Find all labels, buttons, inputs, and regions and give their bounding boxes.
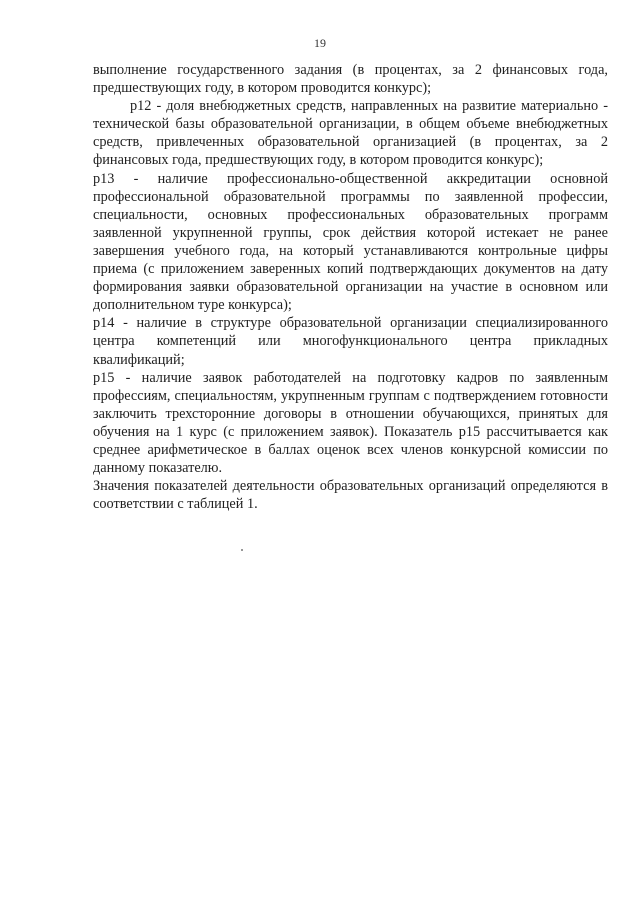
page-number: 19 xyxy=(314,36,326,50)
paragraph-p13: р13 - наличие профессионально-общественной аккредитации основной профессиональной образовательной программы по заявленной профессии, специальности, основных профессиональных образовательных программ заявленной укрупненной группы, срок действия которой истекает не ранее завершения учебного года, на который устанавливаются контрольные цифры приема (с приложением заверенных копий подтверждающих документов на дату формирования заявки образовательной организации на участие в основном или дополнительном туре конкурса); xyxy=(93,170,608,314)
body-text xyxy=(93,61,608,513)
scan-speck xyxy=(241,549,243,551)
paragraph-p14: р14 - наличие в структуре образовательной организации специализированного центра компетенций или многофункционального центра прикладных квалификаций; xyxy=(93,315,608,368)
paragraph-p12: р12 - доля внебюджетных средств, направленных на развитие материально - технической базы образовательной организации, в общем объеме внебюджетных средств, привлеченных образовательной организацией (в процентах, за 2 финансовых года, предшествующих году, в котором проводится конкурс); xyxy=(93,98,608,169)
paragraph-p15: р15 - наличие заявок работодателей на подготовку кадров по заявленным профессиям, специальностям, укрупненным группам с подтверждением готовности заключить трехсторонние договоры в отношении обучающихся, принятых для обучения на 1 курс (с приложением заявок). Показатель р15 рассчитывается как среднее арифметическое в баллах оценок всех членов конкурсной комиссии по данному показателю. xyxy=(93,369,608,477)
paragraph-values-note: Значения показателей деятельности образовательных организаций определяются в соответствии с таблицей 1. xyxy=(93,478,608,513)
paragraph-p11-continued: выполнение государственного задания (в процентах, за 2 финансовых года, предшествующих году, в котором проводится конкурс); xyxy=(93,62,608,97)
